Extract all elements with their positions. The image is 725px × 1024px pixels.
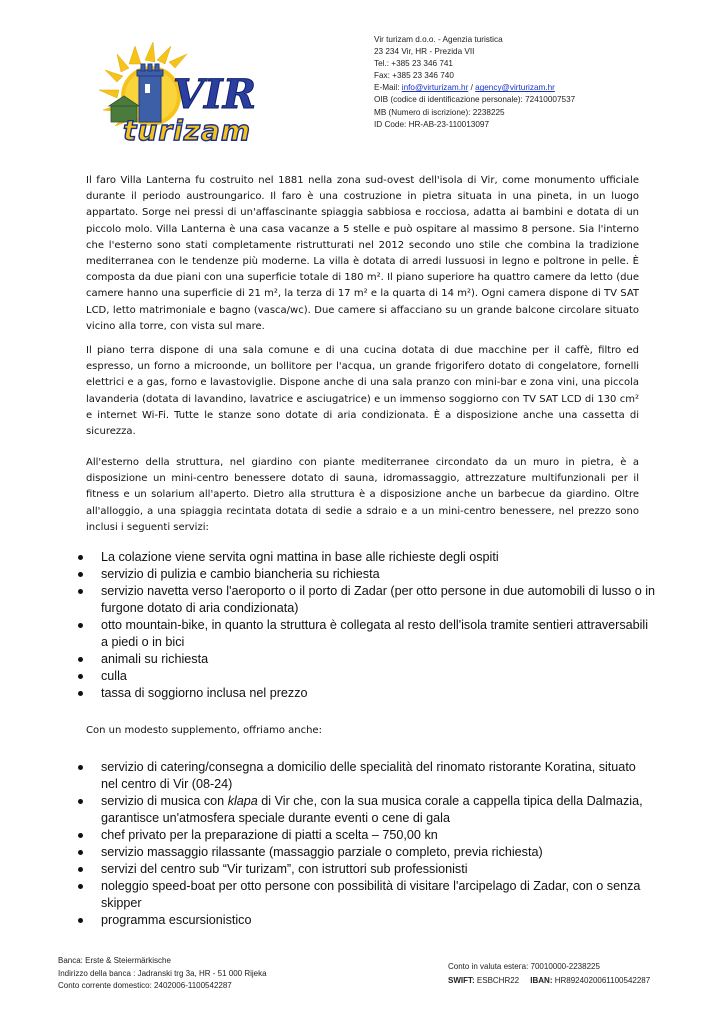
list-item-text: servizio navetta verso l'aeroporto o il porto di Zadar (per otto persone in due automobili di lusso o in furgone dotato di aria condizionata) — [101, 584, 656, 615]
bullet-icon — [78, 833, 83, 838]
supplement-intro: Con un modesto supplemento, offriamo anche: — [86, 725, 322, 736]
footer-foreign-account-info — [448, 960, 650, 987]
extra-services-list — [76, 759, 656, 929]
list-item-text: noleggio speed-boat per otto persone con possibilità di visitare l'arcipelago di Zadar, con o senza skipper — [101, 879, 641, 910]
list-item-text: otto mountain-bike, in quanto la struttura è collegata al resto dell'isola tramite sentieri attraversabili a piedi o in bici — [101, 618, 649, 649]
list-item — [76, 861, 656, 878]
company-address: 23 234 Vir, HR - Prezida VII — [374, 47, 475, 57]
paragraph-villa-history: Il faro Villa Lanterna fu costruito nel 1881 nella zona sud-ovest dell'isola di Vir, come monumento ufficiale durante il periodo austroungarico. Il faro è una costruzione in pietra situata in una pineta, in un luogo appartato. Sorge nei pressi di un'affascinante spiaggia sabbiosa e rocciosa, adatta ai bambini e dotata di un piccolo molo. Villa Lanterna è una casa vacanze a 5 stelle e può ospitare al massimo 8 persone. Sia l'interno che l'esterno sono stati completamente ristrutturati nel 2012 secondo uno stile che combina la tradizione mediterranea con le tendenze più moderne. La villa è dotata di arredi lussuosi in legno e poltrone in pelle. È composta da due piani con una superficie totale di 180 m². Il piano superiore ha quattro camere da letto (due camere hanno una superficie di 21 m², la terza di 17 m² e la quarta di 14 m²). Ogni camera dispone di TV SAT LCD, letto matrimoniale e bagno (vasca/wc). Due camere si affacciano su un grande balcone circolare situato vicino alla torre, con vista sul mare. — [86, 175, 639, 332]
list-item — [76, 878, 656, 912]
list-item — [76, 651, 656, 668]
list-item — [76, 793, 656, 827]
email-label: E-Mail: — [374, 83, 402, 93]
list-item — [76, 685, 656, 702]
paragraph-ground-floor: Il piano terra dispone di una sala comune e di una cucina dotata di due macchine per il caffè, filtro ed espresso, un forno a microonde, un bollitore per l'acqua, un grande frigorifero dotato di congelatore, fornelli elettrici e a gas, forno e lavastoviglie. Dispone anche di una sala pranzo con mini-bar e zona vini, una piccola lavanderia (dotata di lavandino, lavatrice e asciugatrice) e un immenso soggiorno con TV SAT LCD di 130 cm² e internet Wi-Fi. Tutte le stanze sono dotate di aria condizionata. È a disposizione anche una cassetta di sicurezza. — [86, 345, 639, 438]
bullet-icon — [78, 555, 83, 560]
footer-bank-name: Banca: Erste & Steiermärkische — [58, 956, 171, 965]
list-item-text: servizi del centro sub “Vir turizam”, con istruttori sub professionisti — [101, 862, 468, 876]
bullet-icon — [78, 691, 83, 696]
bullet-icon — [78, 850, 83, 855]
company-email — [374, 82, 694, 94]
email-separator: / — [468, 83, 476, 93]
bullet-icon — [78, 623, 83, 628]
bullet-icon — [78, 589, 83, 594]
list-item-text: programma escursionistico — [101, 913, 252, 927]
list-item — [76, 759, 656, 793]
footer-domestic-account: Conto corrente domestico: 2402006-1100542287 — [58, 981, 232, 990]
list-item — [76, 566, 656, 583]
list-item — [76, 827, 656, 844]
footer-bank-address: Indirizzo della banca : Jadranski trg 3a, HR - 51 000 Rijeka — [58, 968, 267, 978]
music-text-before: servizio di musica con — [101, 794, 228, 808]
list-item — [76, 617, 656, 651]
list-item — [76, 668, 656, 685]
iban-label: IBAN: — [530, 975, 553, 985]
bullet-icon — [78, 799, 83, 804]
bullet-icon — [78, 918, 83, 923]
list-item-text: servizio di catering/consegna a domicilio delle specialità del rinomato ristorante Koratina, situato nel centro di Vir (08-24) — [101, 760, 636, 791]
company-tel: Tel.: +385 23 346 741 — [374, 59, 453, 69]
list-item — [76, 844, 656, 861]
list-item — [76, 583, 656, 617]
swift-label: SWIFT: — [448, 975, 475, 985]
bullet-icon — [78, 674, 83, 679]
list-item — [76, 912, 656, 929]
list-item-text: chef privato per la preparazione di piatti a scelta – 750,00 kn — [101, 828, 438, 842]
sun-tower-logo-icon — [95, 40, 295, 152]
included-services-list — [76, 549, 656, 702]
iban-value: HR8924020061100542287 — [552, 975, 651, 985]
list-item-text: La colazione viene servita ogni mattina in base alle richieste degli ospiti — [101, 550, 499, 564]
footer-foreign-account: Conto in valuta esteгa: 70010000-2238225 — [448, 962, 600, 971]
bullet-icon — [78, 572, 83, 577]
company-name: Vir turizam d.o.o. - Agenzia turistica — [374, 35, 503, 44]
company-oib: OIB (codice di identificazione personale): 72410007537 — [374, 95, 576, 105]
music-text-after: di Vir che, con la sua musica corale a cappella tipica della Dalmazia, garantisce un'atmosfera speciale durante eventi o cene di gala — [101, 794, 643, 825]
music-text-klapa: klapa — [227, 794, 258, 808]
list-item-text: culla — [101, 669, 127, 683]
company-fax: Fax: +385 23 346 740 — [374, 71, 454, 81]
list-item-text: servizio massaggio rilassante (massaggio parziale o completo, previa richiesta) — [101, 845, 543, 859]
vir-turizam-logo — [95, 40, 295, 152]
list-item-text: servizio di pulizia e cambio biancheria su richiesta — [101, 567, 380, 581]
bullet-icon — [78, 884, 83, 889]
company-mb: MB (Numero di iscrizione): 2238225 — [374, 107, 505, 117]
logo-text-vir: VIR — [173, 71, 256, 118]
bullet-icon — [78, 765, 83, 770]
email-link-agency[interactable]: agency@virturizam.hr — [475, 83, 555, 93]
bullet-icon — [78, 657, 83, 662]
paragraph-exterior: All'esterno della struttura, nel giardino con piante mediterranee circondato da un muro in pietra, è a disposizione un mini-centro benessere dotato di sauna, idromassaggio, attrezzature multifunzionali per il fitness e un solarium all'aperto. Dietro alla struttura è a disposizione anche un barbecue da giardino. Oltre all'alloggio, a una spiaggia recintata dotata di sedie a sdraio e a un mini-centro benessere, nel prezzo sono inclusi i seguenti servizi: — [86, 457, 639, 533]
list-item-text: tassa di soggiorno inclusa nel prezzo — [101, 686, 308, 700]
list-item-text — [101, 794, 643, 825]
company-info — [374, 34, 694, 131]
company-id-code: ID Code: HR-AB-23-110013097 — [374, 119, 489, 129]
logo-text-turizam: turizam — [123, 114, 252, 147]
list-item — [76, 549, 656, 566]
list-item-text: animali su richiesta — [101, 652, 209, 666]
swift-value: ESBCHR22 — [474, 975, 520, 985]
email-link-info[interactable]: info@virturizam.hr — [401, 83, 469, 93]
bullet-icon — [78, 867, 83, 872]
footer-swift-iban — [448, 974, 650, 988]
footer-bank-info — [58, 955, 267, 993]
